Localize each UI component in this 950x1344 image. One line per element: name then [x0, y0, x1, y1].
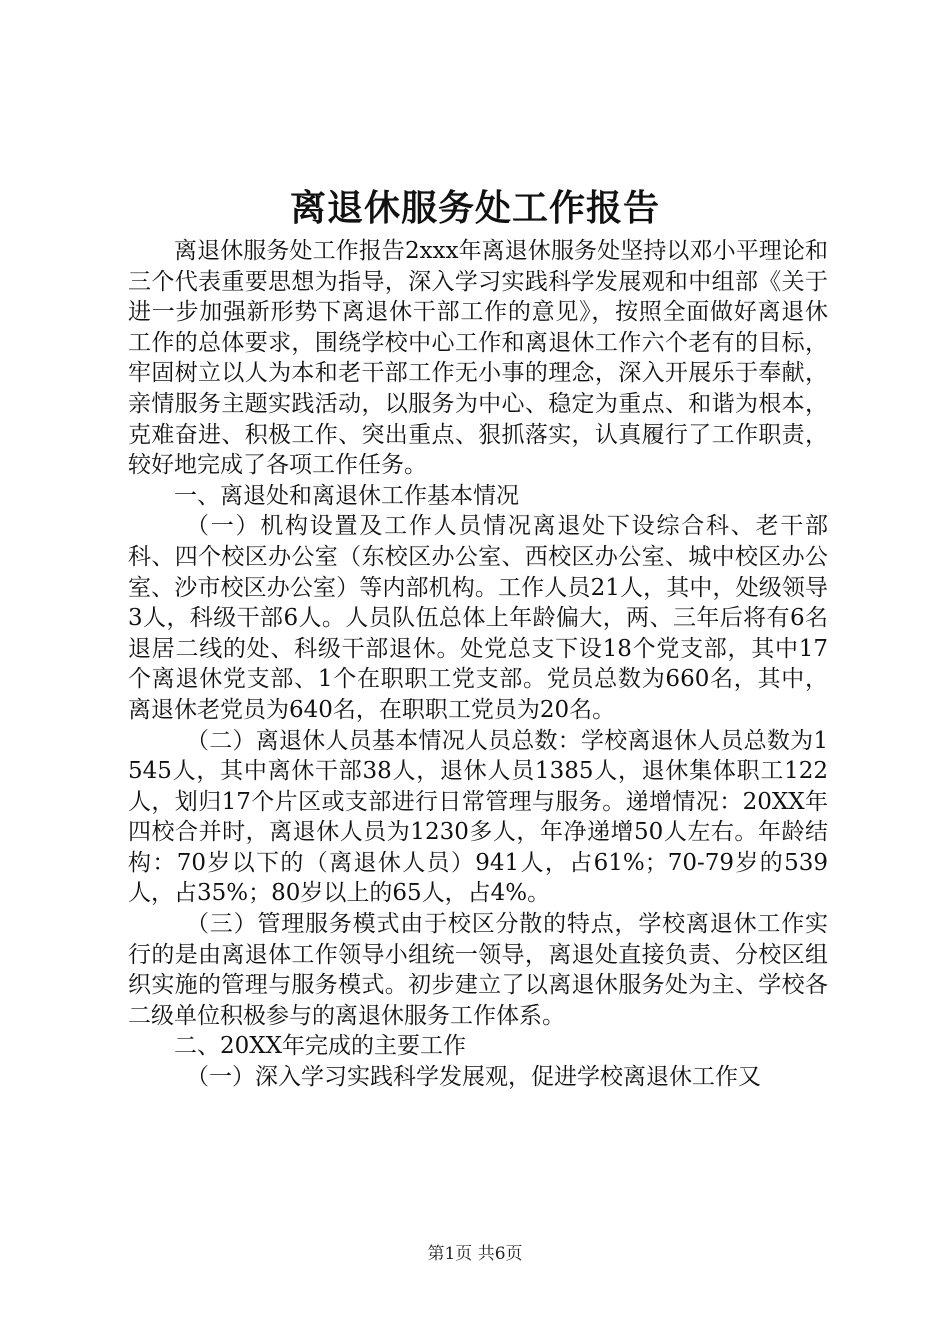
section-heading-2: 二、20XX年完成的主要工作	[174, 1033, 467, 1060]
paragraph-intro: 离退休服务处工作报告2xxx年离退休服务处坚持以邓小平理论和三个代表重要思想为指导，深入学习实践科学发展观和中组部《关于进一步加强新形势下离退休干部工作的意见》，按照全面做好离退休工作的总体要求，围绕学校中心工作和离退休工作六个老有的目标，牢固树立以人为本和老干部工作无小事的理念，深入开展乐于奉献，亲情服务主题实践活动，以服务为中心、稳定为重点、和谐为根本，克难奋进、积极工作、突出重点、狠抓落实，认真履行了工作职责，较好地完成了各项工作任务。	[128, 238, 828, 479]
page-number: 第1页	[427, 1244, 473, 1264]
paragraph-retiree-stats: （二）离退休人员基本情况人员总数：学校离退休人员总数为1545人，其中离休干部38人，退休人员1385人，退休集体职工122人，划归17个片区或支部进行日常管理与服务。递增情况：20XX年四校合并时，离退休人员为1230多人，年净递增50人左右。年龄结构：70岁以下的（离退休人员）941人，占61%；70-79岁的539人，占35%；80岁以上的65人，占4%。	[128, 727, 828, 907]
document-title: 离退休服务处工作报告	[289, 187, 660, 229]
page-footer	[0, 1243, 950, 1265]
paragraph-organization: （一）机构设置及工作人员情况离退处下设综合科、老干部科、四个校区办公室（东校区办公室、西校区办公室、城中校区办公室、沙市校区办公室）等内部机构。工作人员21人，其中，处级领导3人，科级干部6人。人员队伍总体上年龄偏大，两、三年后将有6名退居二线的处、科级干部退休。处党总支下设18个党支部，其中17个离退休党支部、1个在职职工党支部。党员总数为660名，其中，离退休老党员为640名，在职职工党员为20名。	[128, 513, 828, 723]
paragraph-sub-heading: （一）深入学习实践科学发展观，促进学校离退休工作又	[186, 1064, 761, 1091]
page-total: 共6页	[477, 1244, 523, 1264]
document-body	[128, 236, 828, 1093]
paragraph-management-model: （三）管理服务模式由于校区分散的特点，学校离退休工作实行的是由离退体工作领导小组统一领导，离退处直接负责、分校区组织实施的管理与服务模式。初步建立了以离退休服务处为主、学校各二级单位积极参与的离退休服务工作体系。	[128, 911, 828, 1029]
section-heading-1: 一、离退处和离退休工作基本情况	[174, 482, 519, 509]
